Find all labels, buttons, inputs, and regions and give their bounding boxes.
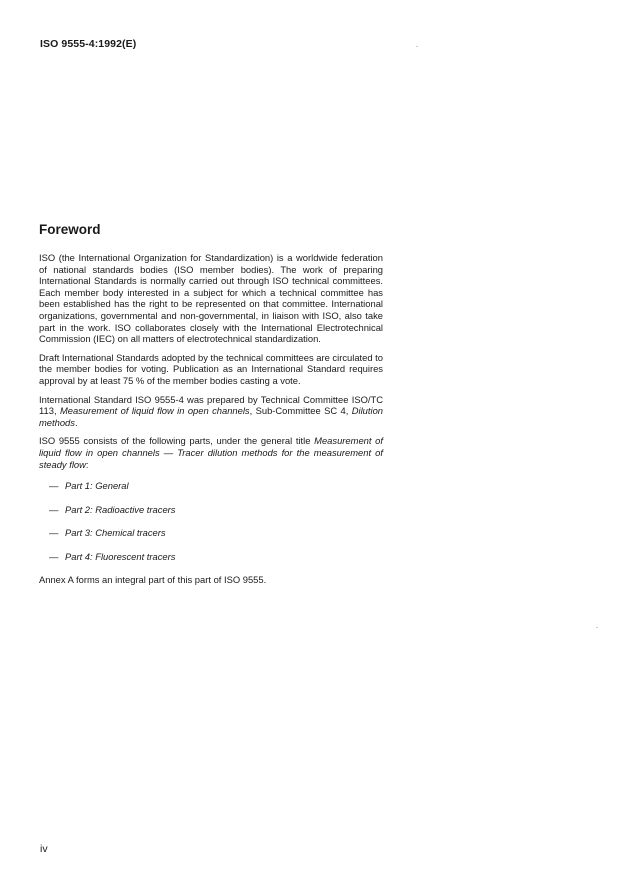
parts-list [39, 476, 383, 562]
section-title: Foreword [39, 222, 101, 237]
general-title: Measurement of liquid flow in open channels — Tracer dilution methods for the measurement of steady flow [39, 435, 383, 470]
parts-intro-text: ISO 9555 consists of the following parts, under the general title [39, 435, 315, 447]
foreword-body [39, 252, 383, 593]
list-item [49, 527, 383, 539]
list-dash: — [49, 503, 59, 515]
prepared-by-end: . [74, 416, 78, 428]
list-dash: — [49, 527, 59, 539]
list-item [49, 551, 383, 563]
prepared-by-text: International Standard ISO 9555-4 was prepared by Technical Committee ISO/TC 113, [39, 393, 383, 417]
list-dash: — [49, 480, 59, 492]
part-label: Part 2: Radioactive tracers [65, 503, 176, 515]
paragraph-prepared-by [39, 394, 383, 429]
subcommittee-text: , Sub-Committee SC 4, [249, 405, 352, 417]
scan-speck [416, 46, 418, 47]
paragraph-iso-intro: ISO (the International Organization for Standardization) is a worldwide federation of national standards bodies (ISO member bodies). The work of preparing International Standards is normally carried out through ISO technical committees. Each member body interested in a subject for which a technical committee has been established has the right to be represented on that committee. International organizations, governmental and non-governmental, in liaison with ISO, also take part in the work. ISO collaborates closely with the International Electrotechnical Commission (IEC) on all matters of electrotechnical standardization. [39, 252, 383, 345]
list-dash: — [49, 550, 59, 562]
paragraph-draft-standards: Draft International Standards adopted by the technical committees are circulated to the member bodies for voting. Publication as an International Standard requires approval by at least 75 % of the member bodies casting a vote. [39, 351, 383, 386]
document-header: ISO 9555-4:1992(E) [40, 38, 137, 50]
page-number: iv [40, 843, 48, 855]
list-item [49, 480, 383, 492]
list-item [49, 504, 383, 516]
committee-title: Measurement of liquid flow in open channels [59, 405, 250, 417]
paragraph-annex: Annex A forms an integral part of this part of ISO 9555. [39, 574, 267, 586]
part-label: Part 4: Fluorescent tracers [65, 550, 176, 562]
paragraph-parts-intro [39, 435, 383, 470]
part-label: Part 3: Chemical tracers [65, 527, 166, 539]
scan-speck [596, 627, 598, 628]
subcommittee-title: Dilution methods [39, 405, 383, 428]
parts-intro-end: : [85, 458, 89, 470]
part-label: Part 1: General [65, 480, 129, 492]
